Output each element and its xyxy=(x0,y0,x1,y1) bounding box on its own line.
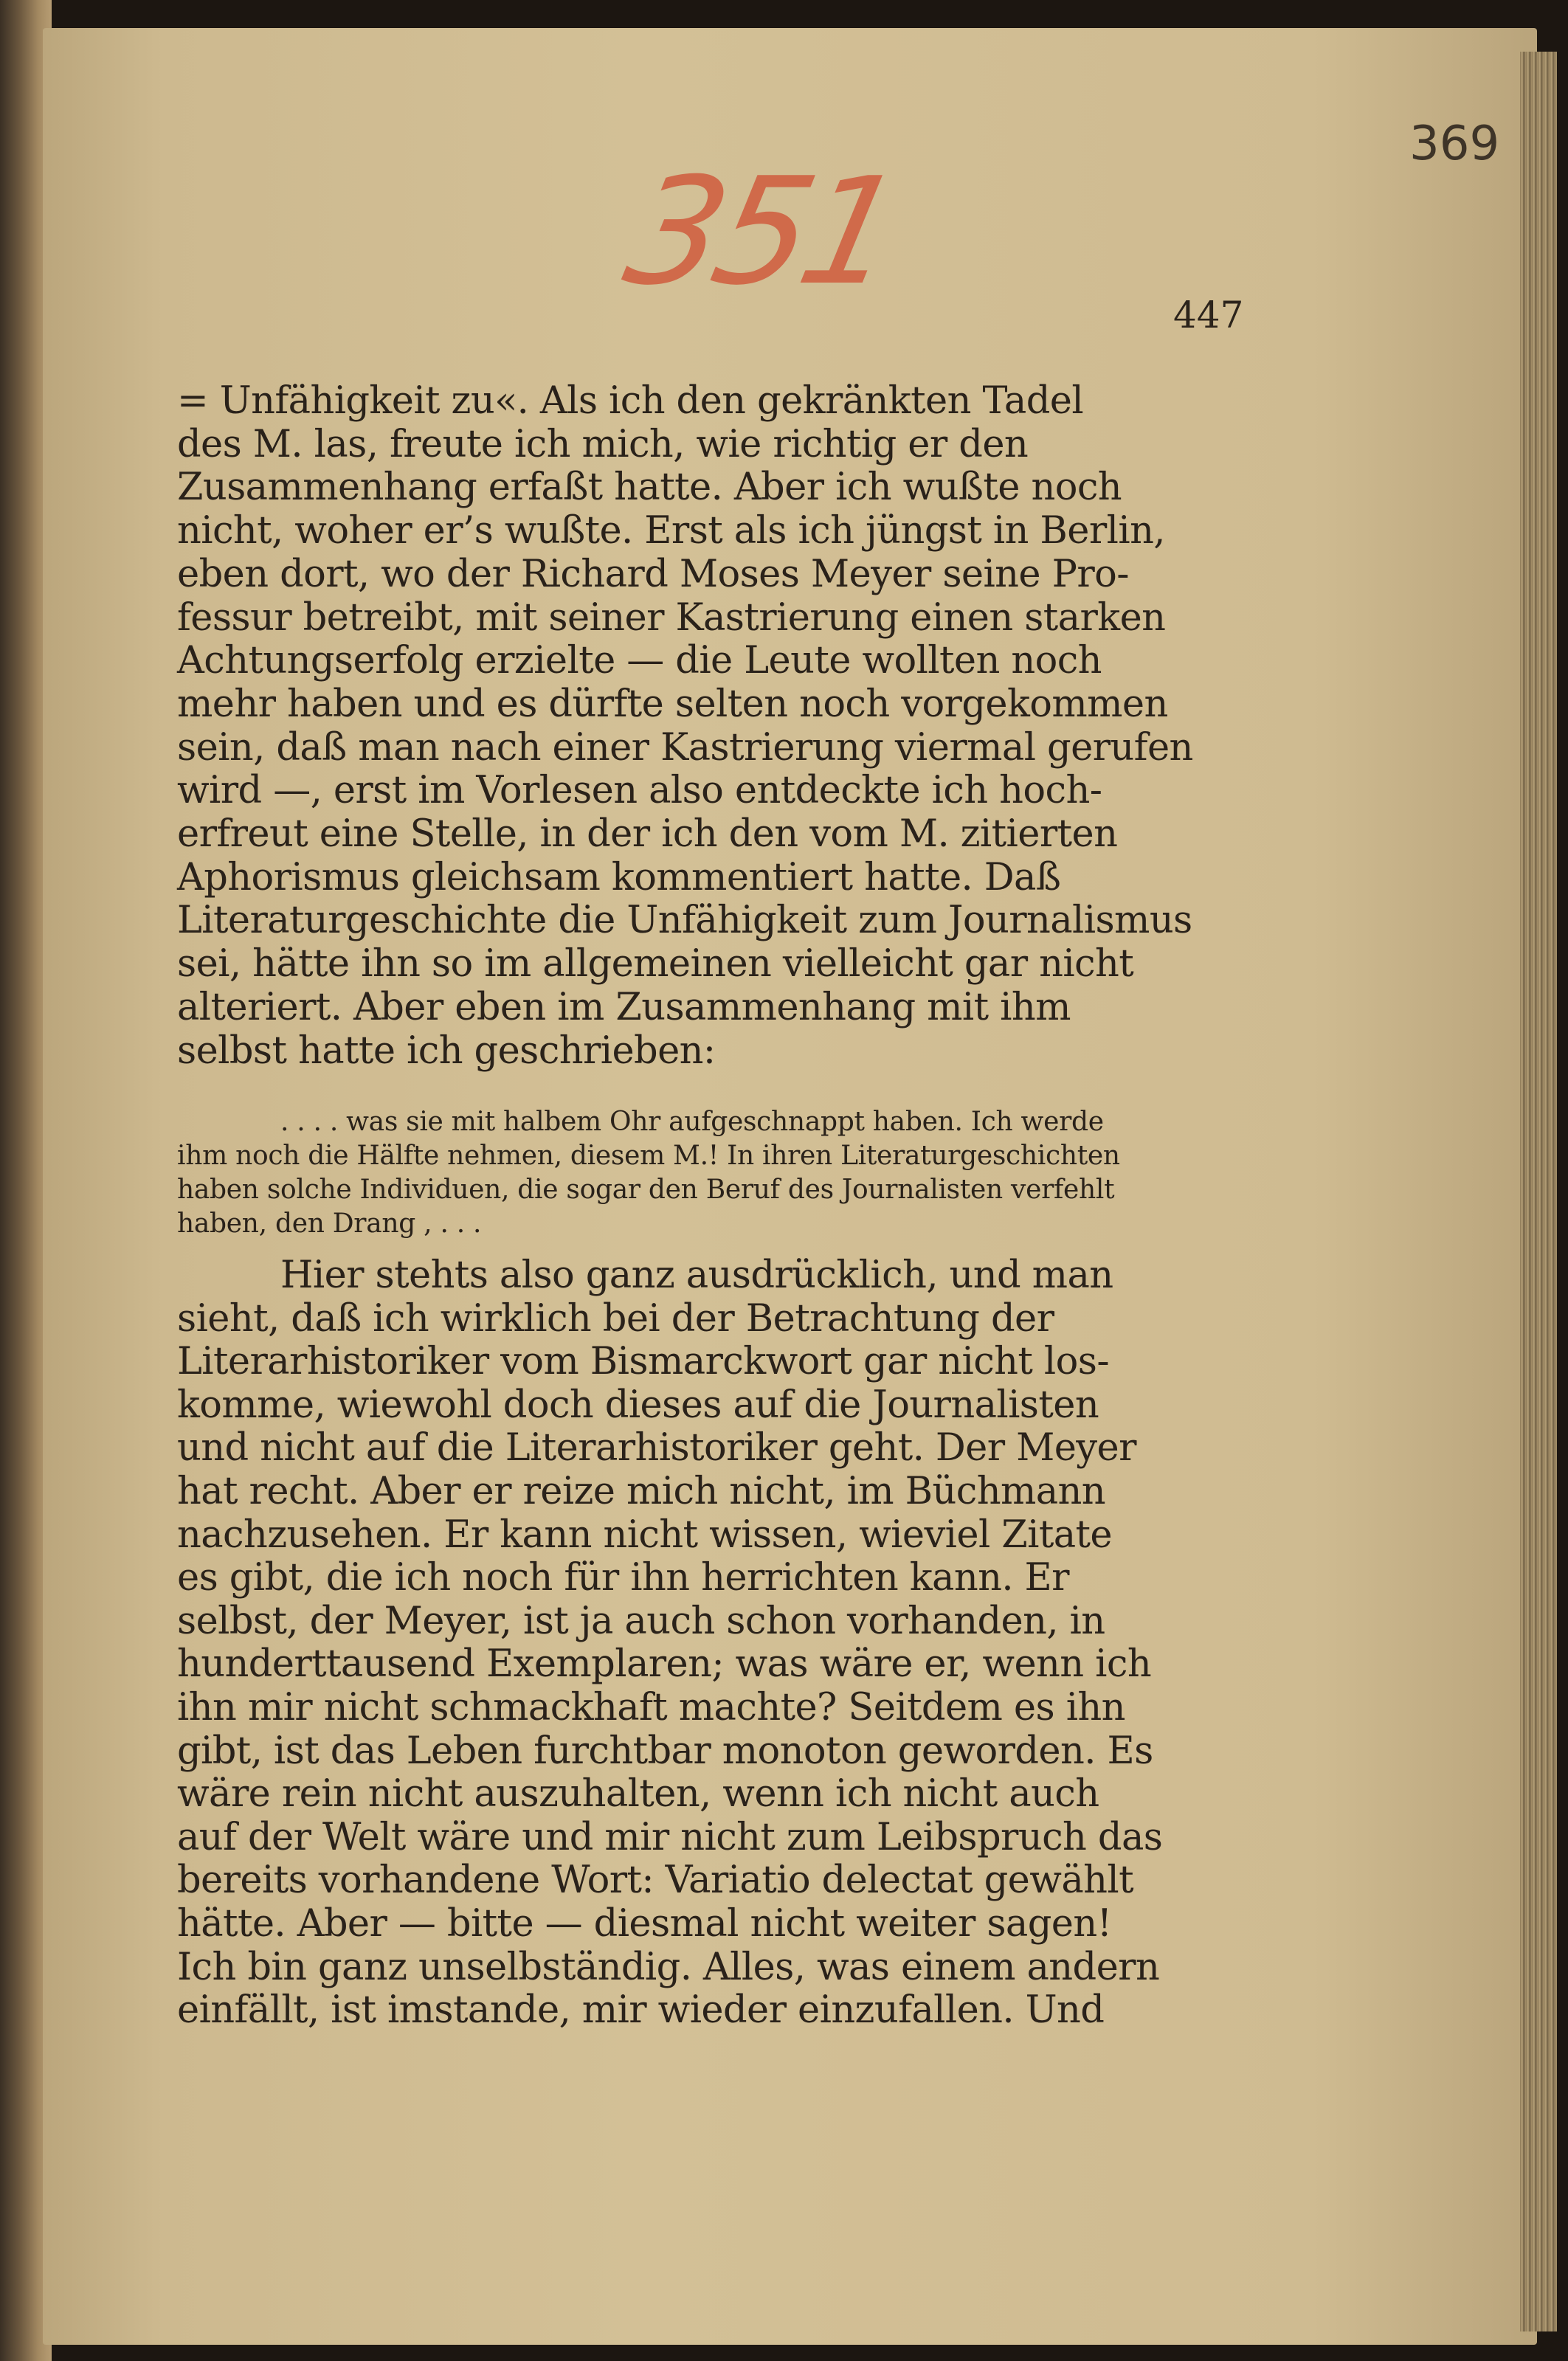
text-line: Hier stehts also ganz ausdrücklich, und man xyxy=(280,1254,1113,1297)
text-line: hat recht. Aber er reize mich nicht, im Büchmann xyxy=(177,1469,1106,1513)
text-line: erfreut eine Stelle, in der ich den vom M. zitierten xyxy=(177,812,1118,857)
text-line: alteriert. Aber eben im Zusammenhang mit ihm xyxy=(177,985,1071,1029)
text-line: hätte. Aber — bitte — diesmal nicht weiter sagen! xyxy=(177,1901,1112,1946)
printed-page-number: 447 xyxy=(1173,294,1244,336)
quote-line: ihm noch die Hälfte nehmen, diesem M.! In ihren Literaturgeschichten xyxy=(177,1141,1120,1171)
text-line: eben dort, wo der Richard Moses Meyer seine Pro- xyxy=(177,552,1129,596)
red-stamp-number: 351 xyxy=(612,146,909,318)
text-line: Zusammenhang erfaßt hatte. Aber ich wußte noch xyxy=(177,466,1122,510)
text-line: Literaturgeschichte die Unfähigkeit zum Journalismus xyxy=(177,899,1192,943)
text-line: nachzusehen. Er kann nicht wissen, wieviel Zitate xyxy=(177,1513,1112,1557)
text-line: sieht, daß ich wirklich bei der Betrachtung der xyxy=(177,1296,1054,1341)
text-line: einfällt, ist imstande, mir wieder einzufallen. Und xyxy=(177,1988,1105,2033)
quote-line: haben, den Drang , . . . xyxy=(177,1209,482,1239)
text-line: Achtungserfolg erzielte — die Leute wollten noch xyxy=(177,639,1102,683)
text-line: Aphorismus gleichsam kommentiert hatte. Daß xyxy=(177,855,1061,899)
text-line: komme, wiewohl doch dieses auf die Journalisten xyxy=(177,1383,1099,1427)
text-line: und nicht auf die Literarhistoriker geht. Der Meyer xyxy=(177,1426,1136,1470)
body-paragraph-first xyxy=(177,380,1240,1073)
text-line: ihn mir nicht schmackhaft machte? Seitdem es ihn xyxy=(177,1685,1125,1729)
text-line: Literarhistoriker vom Bismarckwort gar nicht los- xyxy=(177,1340,1109,1384)
text-line: hunderttausend Exemplaren; was wäre er, wenn ich xyxy=(177,1642,1152,1687)
text-line: sei, hätte ihn so im allgemeinen vielleicht gar nicht xyxy=(177,942,1134,986)
text-line: auf der Welt wäre und mir nicht zum Leibspruch das xyxy=(177,1815,1163,1859)
body-paragraph-second xyxy=(177,1254,1240,2033)
page-edges xyxy=(1520,52,1557,2331)
text-line: gibt, ist das Leben furchtbar monoton geworden. Es xyxy=(177,1729,1153,1773)
text-line: mehr haben und es dürfte selten noch vorgekommen xyxy=(177,682,1168,726)
text-line: des M. las, freute ich mich, wie richtig er den xyxy=(177,422,1029,466)
quote-line: . . . . was sie mit halbem Ohr aufgeschnappt haben. Ich werde xyxy=(280,1107,1104,1137)
text-line: = Unfähigkeit zu«. Als ich den gekränkten Tadel xyxy=(177,379,1084,423)
text-line: wäre rein nicht auszuhalten, wenn ich nicht auch xyxy=(177,1772,1099,1816)
text-line: fessur betreibt, mit seiner Kastrierung einen starken xyxy=(177,595,1166,640)
text-line: bereits vorhandene Wort: Variatio delectat gewählt xyxy=(177,1859,1133,1903)
quote-line: haben solche Individuen, die sogar den Beruf des Journalisten verfehlt xyxy=(177,1175,1115,1205)
text-line: es gibt, die ich noch für ihn herrichten kann. Er xyxy=(177,1556,1069,1600)
text-line: selbst, der Meyer, ist ja auch schon vorhanden, in xyxy=(177,1599,1105,1643)
text-line: Ich bin ganz unselbständig. Alles, was einem andern xyxy=(177,1945,1160,1989)
text-line: wird —, erst im Vorlesen also entdeckte ich hoch- xyxy=(177,769,1102,813)
pencil-page-number: 369 xyxy=(1409,117,1500,171)
text-line: selbst hatte ich geschrieben: xyxy=(177,1029,716,1073)
text-line: sein, daß man nach einer Kastrierung viermal gerufen xyxy=(177,725,1193,770)
text-line: nicht, woher er’s wußte. Erst als ich jüngst in Berlin, xyxy=(177,509,1165,553)
block-quote xyxy=(177,1105,1240,1241)
